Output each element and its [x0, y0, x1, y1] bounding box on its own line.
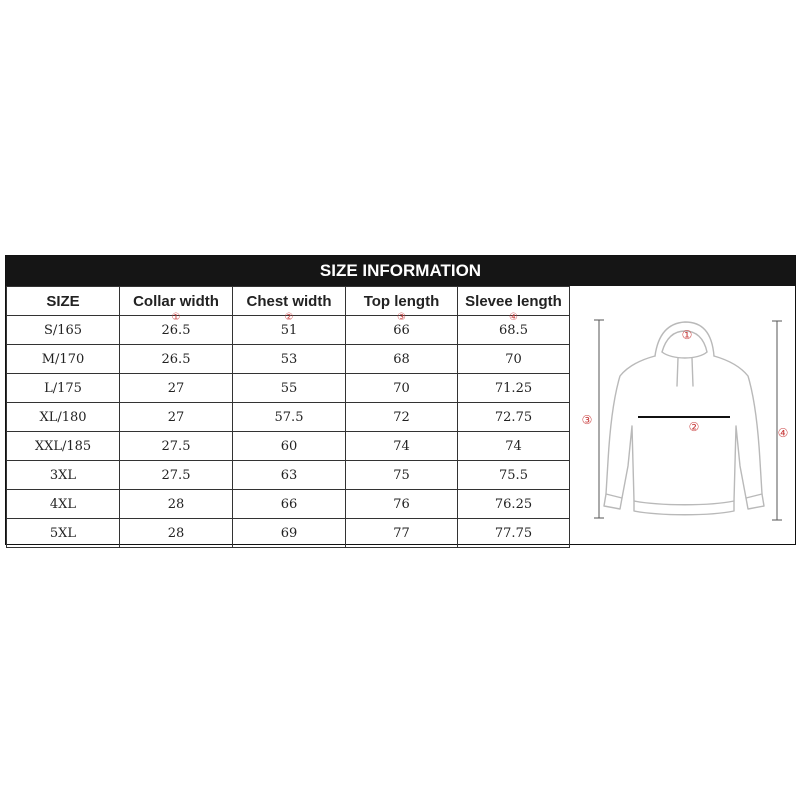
cell-top-length: 72 [346, 403, 458, 432]
cell-chest: 66 [233, 490, 346, 519]
cell-sleeve: 71.25 [458, 374, 570, 403]
hem-band [634, 501, 734, 515]
cell-size: L/175 [7, 374, 120, 403]
cell-sleeve: 76.25 [458, 490, 570, 519]
cell-size: XL/180 [7, 403, 120, 432]
cell-sleeve: 68.5 [458, 316, 570, 345]
top-length-marker: ③ [581, 413, 593, 427]
cell-collar: 27 [120, 403, 233, 432]
cell-chest: 69 [233, 519, 346, 548]
cell-chest: 53 [233, 345, 346, 374]
cell-size: XXL/185 [7, 432, 120, 461]
cell-sleeve: 77.75 [458, 519, 570, 548]
cell-top-length: 77 [346, 519, 458, 548]
header-label: SIZE [46, 292, 80, 310]
cell-size: 4XL [7, 490, 120, 519]
cell-size: S/165 [7, 316, 120, 345]
cell-collar: 28 [120, 519, 233, 548]
table-row [7, 461, 570, 490]
header-label: Collar width [133, 292, 219, 310]
cell-collar: 28 [120, 490, 233, 519]
header-collar-width [120, 287, 233, 323]
hoodie-diagram-panel [569, 286, 796, 544]
header-label: Top length [363, 292, 440, 310]
drawstring-right [692, 358, 693, 386]
hoodie-diagram [570, 286, 796, 544]
drawstring-left [677, 358, 678, 386]
header-top-length [346, 287, 458, 323]
marker-4: ④ [509, 312, 518, 323]
marker-1: ① [171, 312, 181, 323]
size-table [6, 286, 570, 548]
neckline [662, 352, 707, 358]
cell-chest: 63 [233, 461, 346, 490]
marker-3: ③ [397, 312, 406, 323]
header-label: Chest width [246, 292, 332, 310]
table-row [7, 519, 570, 548]
size-chart-title: SIZE INFORMATION [6, 256, 795, 286]
cell-top-length: 76 [346, 490, 458, 519]
cell-chest: 60 [233, 432, 346, 461]
cell-top-length: 66 [346, 316, 458, 345]
cell-top-length: 68 [346, 345, 458, 374]
cell-chest: 55 [233, 374, 346, 403]
cell-collar: 26.5 [120, 345, 233, 374]
cell-top-length: 75 [346, 461, 458, 490]
table-header-row [7, 287, 570, 316]
cell-sleeve: 70 [458, 345, 570, 374]
hoodie-illustration [604, 322, 764, 515]
sleeve-length-arrow [772, 321, 782, 520]
cell-top-length: 74 [346, 432, 458, 461]
cell-size: M/170 [7, 345, 120, 374]
left-side [606, 356, 655, 501]
table-row [7, 374, 570, 403]
right-side [714, 356, 762, 501]
table-row [7, 432, 570, 461]
table-row [7, 403, 570, 432]
table-row [7, 490, 570, 519]
size-chart [5, 255, 796, 545]
cell-sleeve: 72.75 [458, 403, 570, 432]
collar-marker: ① [681, 328, 693, 342]
cell-chest: 57.5 [233, 403, 346, 432]
cell-size: 5XL [7, 519, 120, 548]
cell-sleeve: 74 [458, 432, 570, 461]
cell-collar: 26.5 [120, 316, 233, 345]
cell-size: 3XL [7, 461, 120, 490]
cell-collar: 27.5 [120, 461, 233, 490]
cell-collar: 27.5 [120, 432, 233, 461]
header-sleeve-length [458, 287, 570, 323]
header-label: Slevee length [465, 292, 562, 310]
cell-sleeve: 75.5 [458, 461, 570, 490]
chest-marker: ② [688, 420, 700, 434]
cell-chest: 51 [233, 316, 346, 345]
sleeve-length-marker: ④ [777, 426, 789, 440]
header-size [7, 287, 120, 316]
cell-collar: 27 [120, 374, 233, 403]
marker-2: ② [284, 312, 294, 323]
cell-top-length: 70 [346, 374, 458, 403]
table-row [7, 345, 570, 374]
top-length-arrow [594, 320, 604, 518]
header-chest-width [233, 287, 346, 323]
